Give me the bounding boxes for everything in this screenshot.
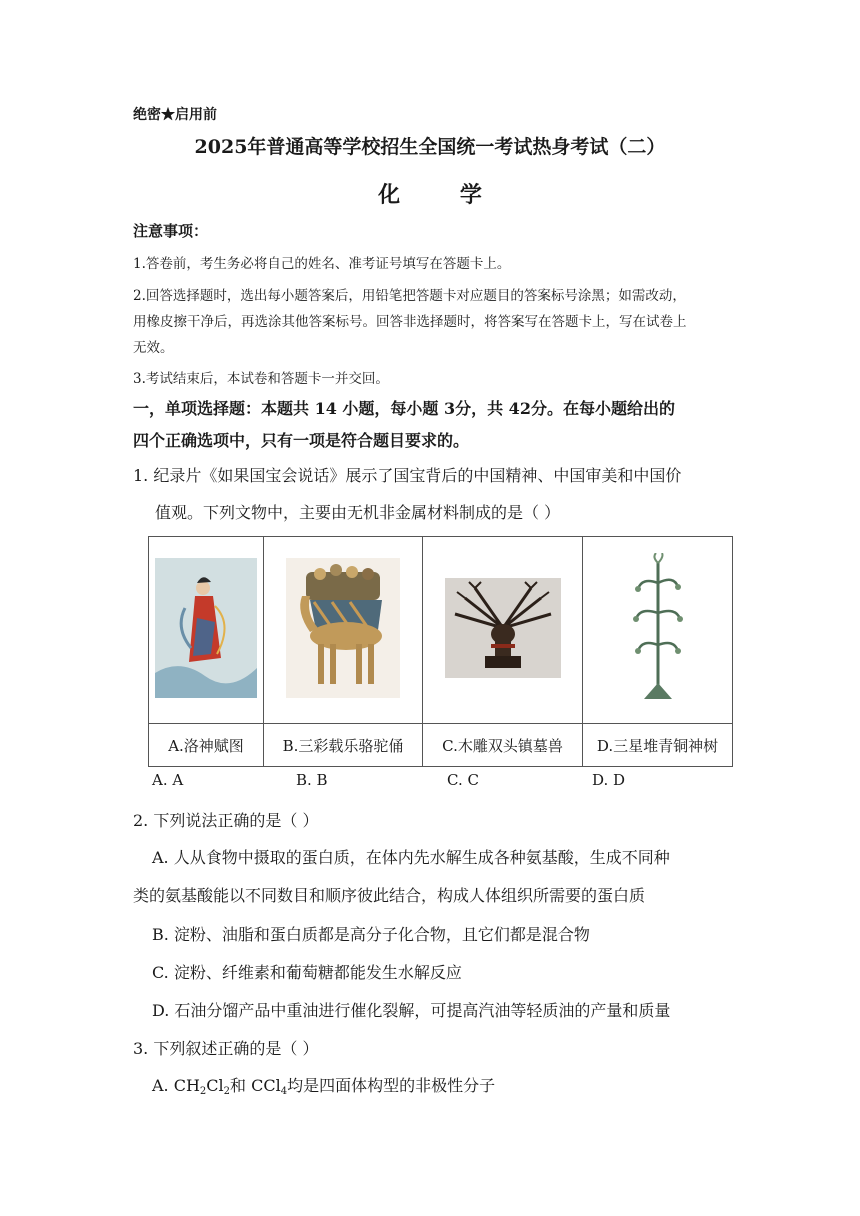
q2-option-d[interactable]: D. 石油分馏产品中重油进行催化裂解，可提高汽油等轻质油的产量和质量 xyxy=(152,1001,671,1020)
q3-sub-2: 2 xyxy=(223,1086,231,1097)
notice-line-2: 2.回答选择题时，选出每小题答案后，用铅笔把答题卡对应题目的答案标号涂黑；如需改动， xyxy=(133,288,686,304)
q1-option-a[interactable]: A. A xyxy=(152,771,184,789)
q1-option-c[interactable]: C. C xyxy=(447,771,479,789)
artifact-image-cell-c xyxy=(423,537,583,724)
notice-line-4: 无效。 xyxy=(133,340,174,356)
q3-option-a-prefix: A. CH xyxy=(152,1076,200,1095)
q3-stem: 3. 下列叙述正确的是（ ） xyxy=(133,1039,319,1058)
notice-line-3: 用橡皮擦干净后，再选涂其他答案标号。回答非选择题时，将答案写在答题卡上，写在试卷上 xyxy=(133,314,687,330)
notice-line-1: 1.答卷前，考生务必将自己的姓名、准考证号填写在答题卡上。 xyxy=(133,256,511,272)
artifact-table xyxy=(148,536,733,767)
artifact-image-cell-a xyxy=(149,537,264,724)
q3-sub-3: 4 xyxy=(280,1086,288,1097)
section-heading-line-2: 四个正确选项中，只有一项是符合题目要求的。 xyxy=(133,431,470,450)
q3-option-a-suffix: 均是四面体构型的非极性分子 xyxy=(287,1076,496,1095)
q1-stem-line-2: 值观。下列文物中，主要由无机非金属材料制成的是（ ） xyxy=(155,503,561,522)
bronze-tree-icon xyxy=(628,553,688,703)
q2-option-a-line-1[interactable]: A. 人从食物中摄取的蛋白质，在体内先水解生成各种氨基酸，生成不同种 xyxy=(152,848,670,867)
q2-option-b[interactable]: B. 淀粉、油脂和蛋白质都是高分子化合物，且它们都是混合物 xyxy=(152,925,590,944)
q3-option-a-mid-1: Cl xyxy=(206,1076,224,1095)
artifact-image-cell-d xyxy=(583,537,733,724)
section-heading-line-1: 一，单项选择题：本题共 14 小题，每小题 3分，共 42分。在每小题给出的 xyxy=(133,399,675,418)
wooden-beast-icon xyxy=(445,578,561,678)
artifact-label-a: A.洛神赋图 xyxy=(149,724,264,767)
q3-sub-1: 2 xyxy=(199,1086,207,1097)
camel-figurine-icon xyxy=(286,558,400,698)
q2-option-c[interactable]: C. 淀粉、纤维素和葡萄糖都能发生水解反应 xyxy=(152,963,462,982)
artifact-label-d: D.三星堆青铜神树 xyxy=(583,724,733,767)
exam-title: 2025年普通高等学校招生全国统一考试热身考试（二） xyxy=(194,136,666,158)
q3-option-a-mid-2: 和 CCl xyxy=(230,1076,281,1095)
secret-mark: 绝密★启用前 xyxy=(133,107,217,123)
artifact-image-cell-b xyxy=(264,537,423,724)
q2-stem: 2. 下列说法正确的是（ ） xyxy=(133,811,319,830)
painting-icon xyxy=(155,558,257,698)
subject-title: 化 学 xyxy=(378,182,508,208)
artifact-label-b: B.三彩载乐骆驼俑 xyxy=(264,724,423,767)
q1-option-b[interactable]: B. B xyxy=(296,771,328,789)
q2-option-a-line-2: 类的氨基酸能以不同数目和顺序彼此结合，构成人体组织所需要的蛋白质 xyxy=(133,886,646,905)
artifact-label-c: C.木雕双头镇墓兽 xyxy=(423,724,583,767)
q1-stem-line-1: 1. 纪录片《如果国宝会说话》展示了国宝背后的中国精神、中国审美和中国价 xyxy=(133,466,682,485)
q3-option-a[interactable] xyxy=(152,1073,495,1096)
notice-line-5: 3.考试结束后，本试卷和答题卡一并交回。 xyxy=(133,371,389,387)
notice-heading: 注意事项： xyxy=(133,222,209,240)
q1-option-d[interactable]: D. D xyxy=(592,771,626,789)
